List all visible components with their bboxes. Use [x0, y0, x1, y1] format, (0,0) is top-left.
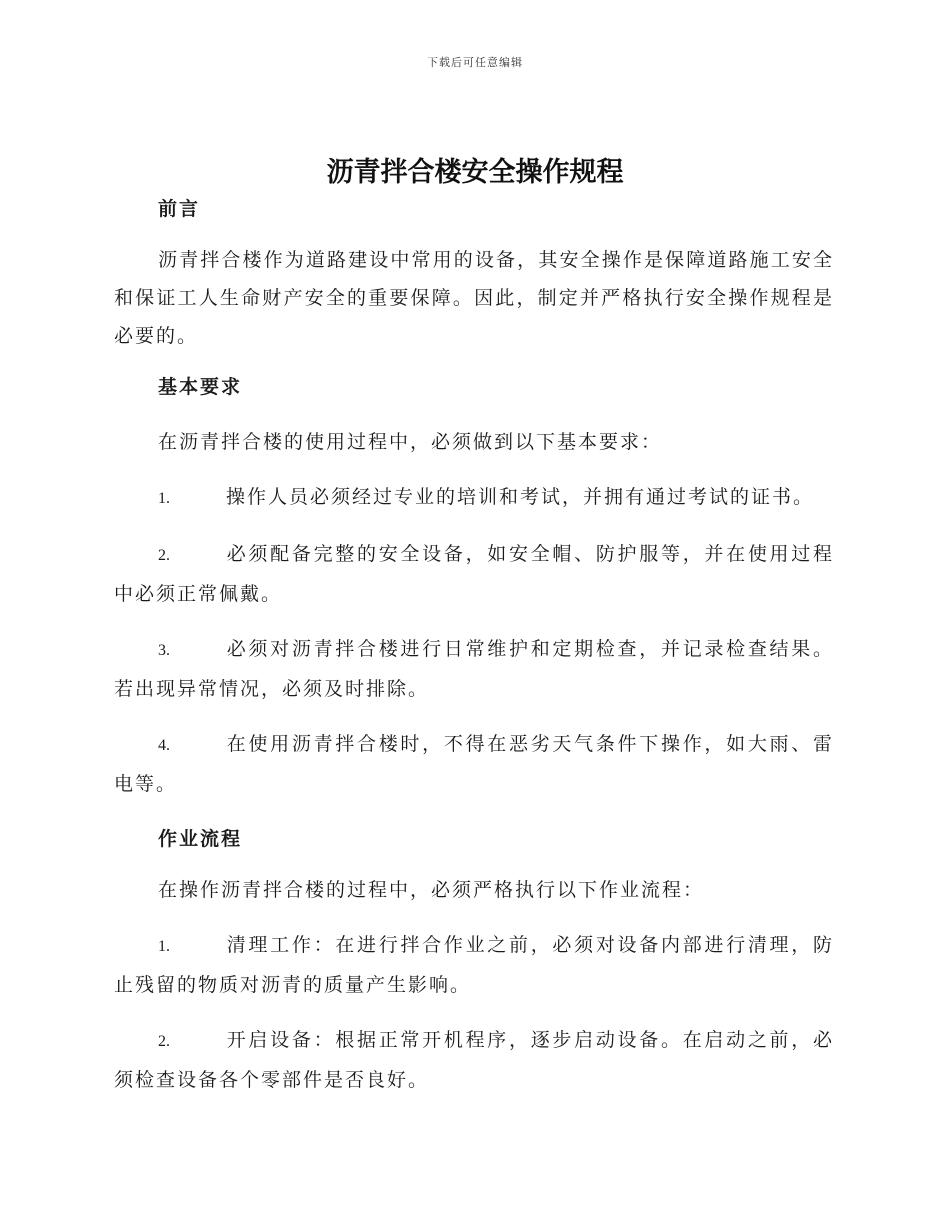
document-title: 沥青拌合楼安全操作规程	[326, 157, 624, 188]
workflow-intro: 在操作沥青拌合楼的过程中，必须严格执行以下作业流程：	[158, 879, 705, 901]
list-item-text: 必须对沥青拌合楼进行日常维护和定期检查，并记录检查结果。若出现异常情况，必须及时排除。	[114, 638, 834, 700]
list-item	[114, 630, 834, 708]
list-item	[114, 535, 834, 613]
list-item-text: 在使用沥青拌合楼时，不得在恶劣天气条件下操作，如大雨、雷电等。	[114, 733, 834, 795]
list-item-text: 操作人员必须经过专业的培训和考试，并拥有通过考试的证书。	[226, 486, 815, 508]
list-item-text: 开启设备：根据正常开机程序，逐步启动设备。在启动之前，必须检查设备各个零部件是否良好。	[114, 1029, 834, 1091]
list-item-number: 2.	[158, 547, 170, 564]
list-item	[114, 478, 834, 518]
section-heading-preface: 前言	[158, 198, 201, 220]
header-note: 下载后可任意编辑	[427, 56, 523, 69]
section-heading-basic-requirements: 基本要求	[158, 376, 243, 398]
list-item	[114, 1021, 834, 1099]
list-item	[114, 725, 834, 803]
list-item-number: 2.	[158, 1033, 170, 1050]
list-item-number: 1.	[158, 938, 170, 955]
list-item	[114, 926, 834, 1004]
list-item-number: 3.	[158, 642, 170, 659]
list-item-text: 清理工作：在进行拌合作业之前，必须对设备内部进行清理，防止残留的物质对沥青的质量产生影响。	[114, 934, 834, 996]
basic-requirements-intro: 在沥青拌合楼的使用过程中，必须做到以下基本要求：	[158, 431, 663, 453]
section-heading-workflow: 作业流程	[158, 828, 243, 850]
list-item-number: 4.	[158, 737, 170, 754]
list-item-text: 必须配备完整的安全设备，如安全帽、防护服等，并在使用过程中必须正常佩戴。	[114, 543, 834, 605]
list-item-number: 1.	[158, 490, 170, 507]
document-body	[114, 190, 834, 1099]
preface-paragraph: 沥青拌合楼作为道路建设中常用的设备，其安全操作是保障道路施工安全和保证工人生命财产安全的重要保障。因此，制定并严格执行安全操作规程是必要的。	[114, 249, 834, 347]
